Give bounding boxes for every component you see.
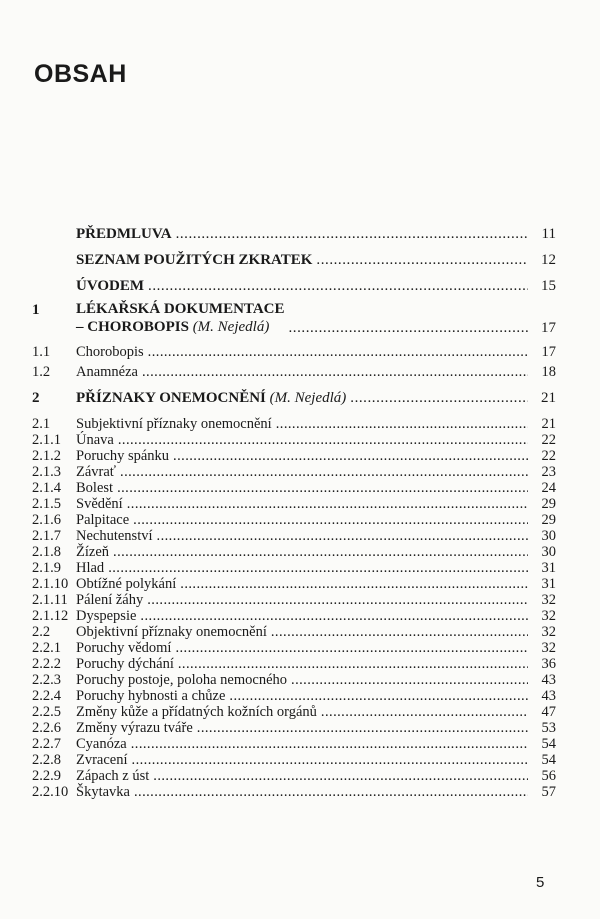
dot-leader [197, 720, 528, 736]
toc-entry-title [76, 512, 129, 528]
toc-entry-title-text: Poruchy vědomí [76, 640, 172, 656]
dot-leader [178, 656, 528, 672]
toc-entry [32, 390, 556, 406]
dot-leader [321, 704, 528, 720]
toc-entry-page: 47 [541, 704, 556, 720]
toc-entry-title-text: PŘEDMLUVA [76, 226, 172, 242]
toc-entry-number: 2.1 [32, 416, 51, 432]
toc-entry [32, 252, 556, 268]
toc-entry-page: 24 [541, 480, 556, 496]
toc-entry-title-text: Palpitace [76, 512, 130, 528]
toc-entry-number: 2.1.4 [32, 480, 61, 496]
toc-entry-number: 2.2.3 [32, 672, 61, 688]
toc-entry [32, 528, 556, 544]
toc-entry-author: (M. Nejedlá) [192, 319, 270, 335]
toc-entry-page: 29 [541, 512, 556, 528]
toc-entry-title-text: Poruchy dýchání [76, 656, 174, 672]
toc-entry-page: 23 [541, 464, 556, 480]
toc-entry-title-text: Změny výrazu tváře [76, 720, 193, 736]
toc-entry-title [76, 448, 169, 464]
toc-entry-number: 2.1.8 [32, 544, 61, 560]
toc-entry-number: 2.2 [32, 624, 51, 640]
toc-entry-page: 12 [541, 252, 556, 268]
toc-entry-title-text: Zvracení [76, 752, 128, 768]
toc-entry-title-text: Pálení žáhy [76, 592, 144, 608]
toc-entry [32, 672, 556, 688]
toc-entry-page: 32 [541, 624, 556, 640]
toc-entry-title [76, 752, 128, 768]
dot-leader [157, 528, 528, 544]
toc-entry-title [76, 640, 171, 656]
toc-entry-page: 57 [541, 784, 556, 800]
dot-leader [133, 512, 528, 528]
toc-entry-title [76, 672, 287, 688]
toc-entry [32, 768, 556, 784]
dot-leader [147, 592, 528, 608]
toc-entry [32, 624, 556, 640]
toc-entry-title-text: Chorobopis [76, 344, 144, 360]
toc-entry-title [76, 704, 317, 720]
toc-entry-page: 22 [541, 432, 556, 448]
toc-entry [32, 560, 556, 576]
toc-entry [32, 278, 556, 294]
dot-leader [131, 736, 528, 752]
dot-leader [289, 320, 529, 336]
toc-entry [32, 480, 556, 496]
toc-entry [32, 704, 556, 720]
dot-leader [117, 480, 528, 496]
toc-entry [32, 688, 556, 704]
toc-entry-title [76, 344, 144, 360]
toc-entry-page: 43 [541, 688, 556, 704]
dot-leader [120, 464, 528, 480]
toc-entry-page: 11 [541, 226, 556, 242]
toc-entry-title [76, 416, 272, 432]
toc-entry-page: 54 [541, 736, 556, 752]
toc-entry-title [76, 688, 225, 704]
toc-entry-number: 2.2.1 [32, 640, 61, 656]
toc-entry-title-text: Hlad [76, 560, 105, 576]
toc-entry-title [76, 768, 149, 784]
toc-entry-title-text: Objektivní příznaky onemocnění [76, 624, 267, 640]
toc-entry-title [76, 226, 172, 242]
toc-entry [32, 592, 556, 608]
toc-entry-page: 32 [541, 592, 556, 608]
toc-entry [32, 226, 556, 242]
toc-entry-title-text: Anamnéza [76, 364, 138, 380]
toc-entry-number: 2.1.7 [32, 528, 61, 544]
toc-entry-title [76, 300, 285, 336]
toc-entry-number: 1.2 [32, 364, 51, 380]
toc-entry-title-text: SEZNAM POUŽITÝCH ZKRATEK [76, 252, 313, 268]
toc-entry [32, 432, 556, 448]
toc-entry-title-text: Změny kůže a přídatných kožních orgánů [76, 704, 317, 720]
toc-entry-number: 2.2.2 [32, 656, 61, 672]
dot-leader [180, 576, 528, 592]
toc-entry-page: 17 [541, 320, 556, 336]
toc-entry-title [76, 576, 176, 592]
toc-entry [32, 302, 556, 336]
dot-leader [175, 640, 528, 656]
dot-leader [134, 784, 528, 800]
page-number: 5 [536, 874, 545, 891]
toc-entry-title [76, 364, 138, 380]
dot-leader [276, 416, 528, 432]
dot-leader [140, 608, 528, 624]
toc-entry [32, 656, 556, 672]
toc-entry-number: 2.1.1 [32, 432, 61, 448]
dot-leader [271, 624, 528, 640]
toc-entry [32, 512, 556, 528]
toc-entry-title-text: Zápach z úst [76, 768, 150, 784]
toc-entry-number: 1 [32, 302, 40, 318]
toc-entry [32, 720, 556, 736]
toc-entry-title-text: Svědění [76, 496, 123, 512]
toc-entry-page: 21 [541, 416, 556, 432]
table-of-contents [32, 226, 556, 800]
dot-leader [113, 544, 528, 560]
toc-entry-author: (M. Nejedlá) [269, 390, 347, 406]
toc-entry-title [76, 736, 127, 752]
toc-entry [32, 576, 556, 592]
dot-leader [350, 390, 528, 406]
toc-entry-title [76, 720, 193, 736]
toc-entry [32, 784, 556, 800]
toc-entry-title [76, 432, 114, 448]
toc-entry-title [76, 624, 267, 640]
toc-entry-title [76, 278, 144, 294]
toc-entry-title-text: Cyanóza [76, 736, 127, 752]
toc-entry [32, 496, 556, 512]
toc-entry [32, 640, 556, 656]
toc-entry-page: 36 [541, 656, 556, 672]
toc-entry-title-text: Závrať [76, 464, 117, 480]
dot-leader [118, 432, 528, 448]
toc-entry [32, 464, 556, 480]
toc-entry-number: 2.2.9 [32, 768, 61, 784]
toc-entry-page: 56 [541, 768, 556, 784]
toc-entry-number: 2.1.11 [32, 592, 68, 608]
toc-entry-title [76, 496, 123, 512]
toc-entry-title-text: Subjektivní příznaky onemocnění [76, 416, 272, 432]
toc-entry-title-text: Únava [76, 432, 114, 448]
toc-entry-title-text: Obtížné polykání [76, 576, 177, 592]
toc-entry-number: 2.2.4 [32, 688, 61, 704]
dot-leader [108, 560, 528, 576]
toc-entry-title-text: Poruchy hybnosti a chůze [76, 688, 226, 704]
toc-entry-title [76, 784, 130, 800]
dot-leader [316, 252, 528, 268]
toc-entry-number: 2.2.5 [32, 704, 61, 720]
toc-entry [32, 736, 556, 752]
toc-entry-title-text: Dyspepsie [76, 608, 137, 624]
dot-leader [132, 752, 528, 768]
toc-entry-title [76, 464, 116, 480]
toc-entry-title-text: Škytavka [76, 784, 130, 800]
toc-entry-title [76, 544, 109, 560]
toc-entry-page: 43 [541, 672, 556, 688]
toc-entry-title [76, 608, 136, 624]
toc-entry-number: 2.1.9 [32, 560, 61, 576]
toc-entry-title [76, 390, 346, 406]
toc-entry-page: 54 [541, 752, 556, 768]
dot-leader [291, 672, 528, 688]
dot-leader [153, 768, 528, 784]
toc-entry-page: 17 [541, 344, 556, 360]
toc-entry-title [76, 252, 312, 268]
toc-entry-page: 30 [541, 544, 556, 560]
toc-entry-page: 30 [541, 528, 556, 544]
toc-entry-number: 2.1.5 [32, 496, 61, 512]
toc-entry-number: 2.1.12 [32, 608, 69, 624]
dot-leader [127, 496, 528, 512]
toc-entry-number: 2.1.10 [32, 576, 69, 592]
toc-entry-number: 1.1 [32, 344, 51, 360]
toc-entry-page: 32 [541, 608, 556, 624]
toc-entry-title [76, 592, 143, 608]
toc-entry-number: 2.2.6 [32, 720, 61, 736]
toc-entry-page: 15 [541, 278, 556, 294]
toc-entry [32, 752, 556, 768]
dot-leader [148, 344, 528, 360]
toc-entry-page: 53 [541, 720, 556, 736]
page-heading: OBSAH [34, 60, 127, 88]
toc-entry-title-line1: LÉKAŘSKÁ DOKUMENTACE [76, 301, 285, 317]
toc-entry-number: 2.1.6 [32, 512, 61, 528]
toc-entry-page: 31 [541, 576, 556, 592]
toc-entry-title [76, 480, 113, 496]
toc-entry-page: 32 [541, 640, 556, 656]
dot-leader [176, 226, 528, 242]
toc-entry-title-text: Bolest [76, 480, 114, 496]
toc-entry-title-text: Poruchy postoje, poloha nemocného [76, 672, 288, 688]
toc-entry-page: 18 [541, 364, 556, 380]
toc-entry-title-text: PŘÍZNAKY ONEMOCNĚNÍ [76, 390, 266, 406]
toc-entry-number: 2.2.8 [32, 752, 61, 768]
toc-entry [32, 364, 556, 380]
dot-leader [173, 448, 528, 464]
toc-entry-number: 2.1.2 [32, 448, 61, 464]
toc-entry-page: 29 [541, 496, 556, 512]
toc-entry [32, 416, 556, 432]
dot-leader [229, 688, 528, 704]
toc-entry-page: 21 [541, 390, 556, 406]
toc-entry [32, 544, 556, 560]
toc-entry-title-text: Poruchy spánku [76, 448, 170, 464]
toc-entry [32, 608, 556, 624]
dot-leader [148, 278, 528, 294]
toc-entry-title-text: Žízeň [76, 544, 110, 560]
toc-entry-title-text: ÚVODEM [76, 278, 145, 294]
toc-entry-page: 31 [541, 560, 556, 576]
toc-entry-title [76, 528, 153, 544]
toc-entry-number: 2 [32, 390, 40, 406]
toc-entry-number: 2.2.7 [32, 736, 61, 752]
toc-entry-number: 2.2.10 [32, 784, 69, 800]
toc-entry-title [76, 560, 104, 576]
toc-entry-number: 2.1.3 [32, 464, 61, 480]
toc-entry-title-line2: – CHOROBOPIS [76, 319, 189, 335]
toc-entry-title [76, 656, 174, 672]
toc-entry-title-text: Nechutenství [76, 528, 153, 544]
dot-leader [142, 364, 528, 380]
toc-entry [32, 344, 556, 360]
toc-entry [32, 448, 556, 464]
toc-entry-page: 22 [541, 448, 556, 464]
